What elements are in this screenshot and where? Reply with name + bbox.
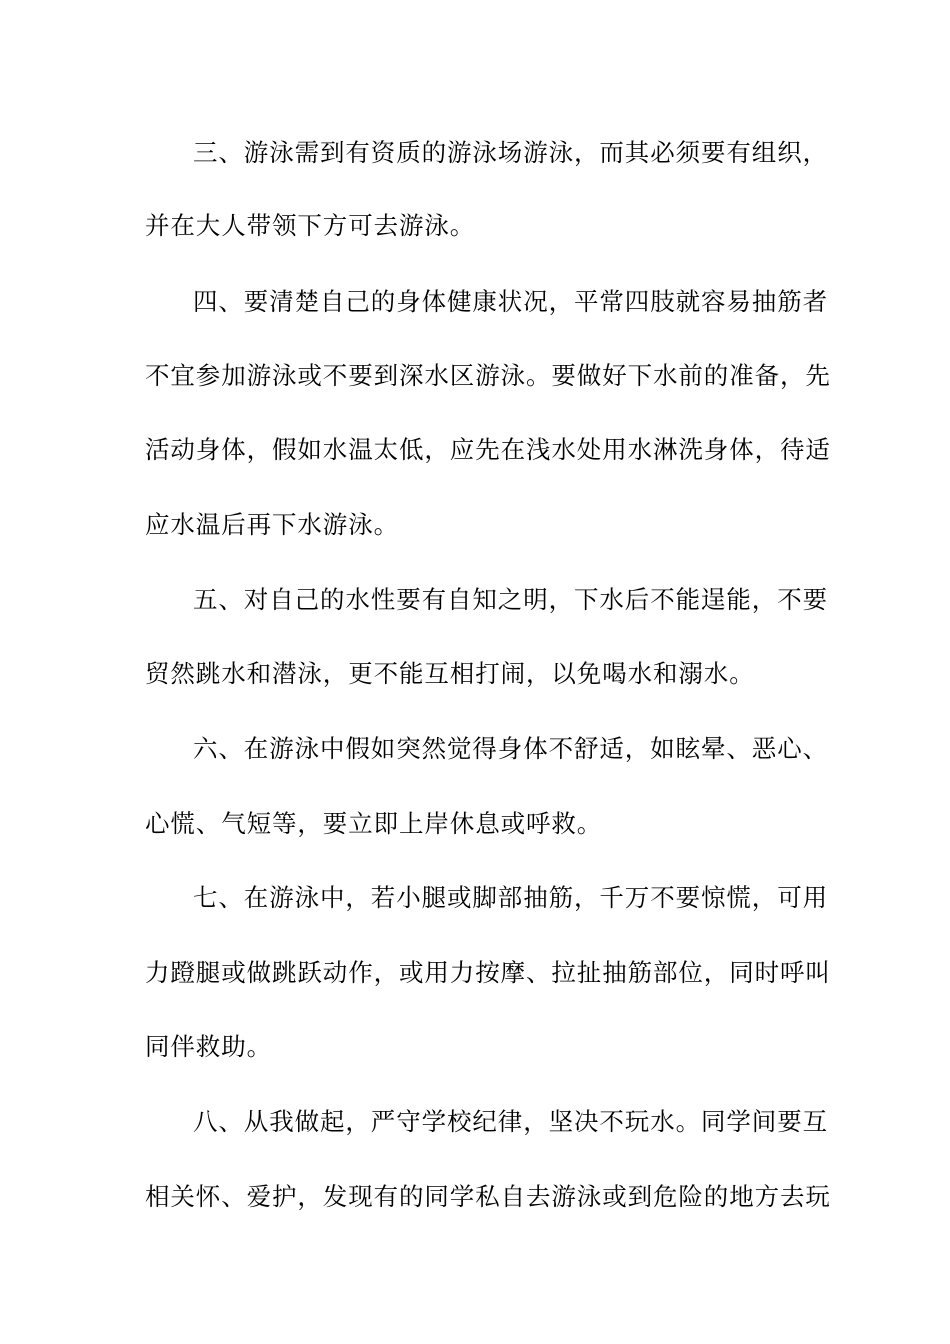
rule-3-line-2: 并在大人带领下方可去游泳。: [145, 211, 476, 240]
rule-5-line-2: 贸然跳水和潜泳，更不能互相打闹，以免喝水和溺水。: [145, 659, 755, 688]
rule-6-line-1: 六、在游泳中假如突然觉得身体不舒适，如眩晕、恶心、: [193, 734, 828, 763]
rule-4-line-1: 四、要清楚自己的身体健康状况，平常四肢就容易抽筋者: [193, 287, 828, 316]
rule-4-line-2: 不宜参加游泳或不要到深水区游泳。要做好下水前的准备，先: [145, 361, 831, 390]
rule-4-line-4: 应水温后再下水游泳。: [145, 510, 399, 539]
rule-8-line-1: 八、从我做起，严守学校纪律，坚决不玩水。同学间要互: [193, 1107, 828, 1136]
rule-8-line-2: 相关怀、爱护，发现有的同学私自去游泳或到危险的地方去玩: [145, 1182, 831, 1211]
rule-7-line-2: 力蹬腿或做跳跃动作，或用力按摩、拉扯抽筋部位，同时呼叫: [145, 958, 831, 987]
rule-4-line-3: 活动身体，假如水温太低，应先在浅水处用水淋洗身体，待适: [145, 435, 831, 464]
rule-3-line-1: 三、游泳需到有资质的游泳场游泳，而其必须要有组织，: [193, 138, 828, 167]
rule-7-line-3: 同伴救助。: [145, 1032, 272, 1061]
rule-6-line-2: 心慌、气短等，要立即上岸休息或呼救。: [145, 809, 603, 838]
rule-7-line-1: 七、在游泳中，若小腿或脚部抽筋，千万不要惊慌，可用: [193, 883, 828, 912]
rule-5-line-1: 五、对自己的水性要有自知之明，下水后不能逞能，不要: [193, 585, 828, 614]
